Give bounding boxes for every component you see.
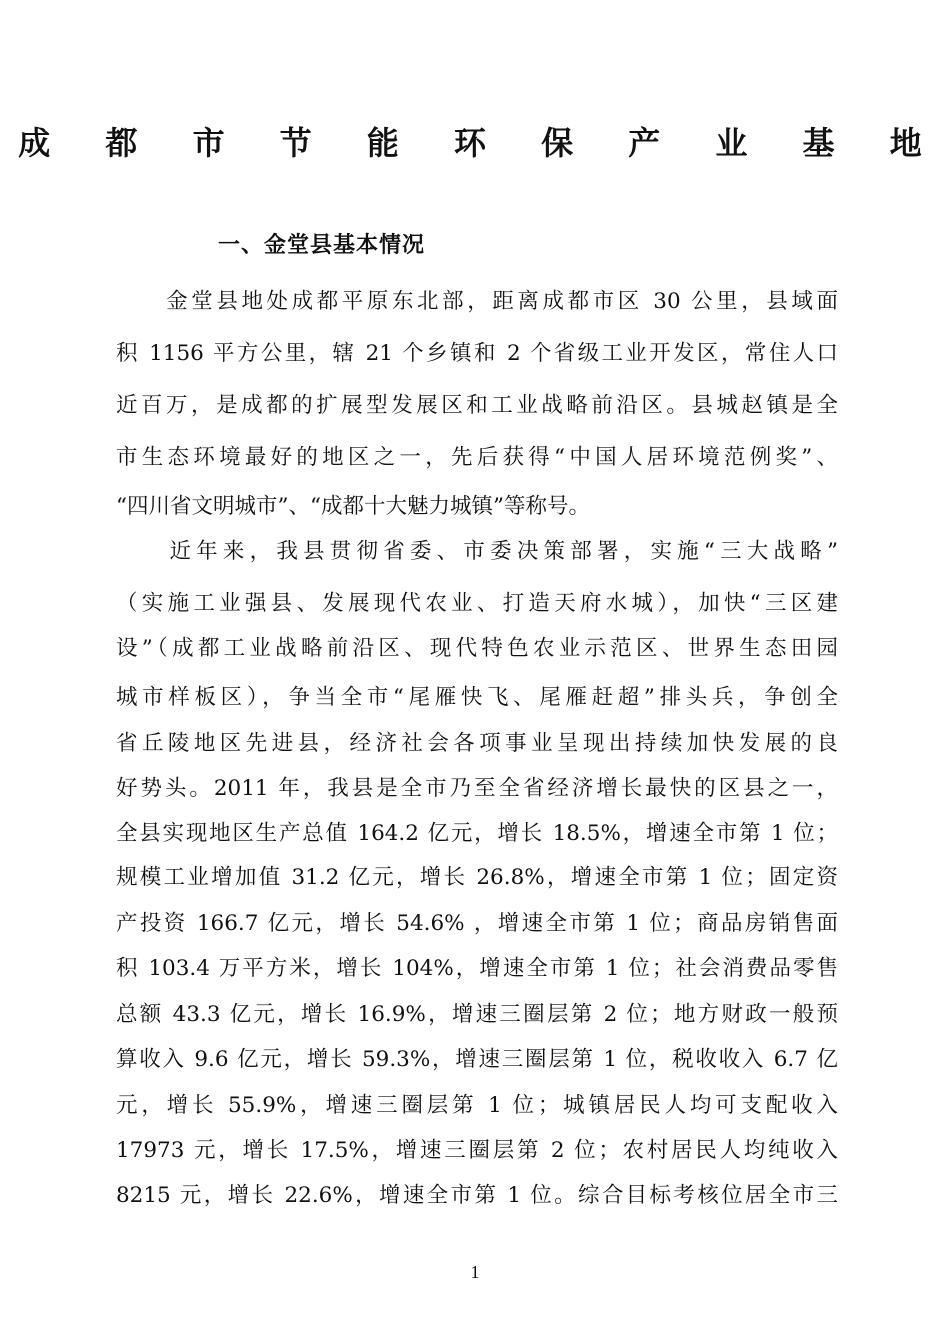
paragraph2-line: 8215 元，增长 22.6%，增速全市第 1 位。综合目标考核位居全市三 <box>116 1183 838 1208</box>
paragraph1-line: 金堂县地处成都平原东北部，距离成都市区 30 公里，县域面 <box>116 289 838 314</box>
paragraph1-line: 积 1156 平方公里，辖 21 个乡镇和 2 个省级工业开发区，常住人口 <box>116 341 838 366</box>
paragraph1-line: 近百万，是成都的扩展型发展区和工业战略前沿区。县城赵镇是全 <box>116 393 838 418</box>
paragraph2-line: （实施工业强县、发展现代农业、打造天府水城），加快“三区建 <box>116 591 838 616</box>
paragraph2-line: 算收入 9.6 亿元，增长 59.3%，增速三圈层第 1 位，税收收入 6.7 亿 <box>116 1047 838 1072</box>
paragraph2-line: 元，增长 55.9%，增速三圈层第 1 位；城镇居民人均可支配收入 <box>116 1093 838 1118</box>
paragraph2-line: 产投资 166.7 亿元，增长 54.6% ，增速全市第 1 位；商品房销售面 <box>116 911 838 936</box>
paragraph1-line: “四川省文明城市”、“成都十大魅力城镇”等称号。 <box>116 494 590 519</box>
paragraph2-line: 全县实现地区生产总值 164.2 亿元，增长 18.5%，增速全市第 1 位； <box>116 821 838 846</box>
document-title: 成 都 市 节 能 环 保 产 业 基 地 <box>18 124 944 162</box>
paragraph2-line: 省丘陵地区先进县，经济社会各项事业呈现出持续加快发展的良 <box>116 731 838 756</box>
paragraph2-line: 17973 元，增长 17.5%，增速三圈层第 2 位；农村居民人均纯收入 <box>116 1138 838 1163</box>
paragraph2-line: 好势头。2011 年，我县是全市乃至全省经济增长最快的区县之一， <box>116 776 838 801</box>
page-number: 1 <box>470 1262 480 1282</box>
paragraph1-line: 市生态环境最好的地区之一，先后获得“中国人居环境范例奖”、 <box>116 445 838 470</box>
paragraph2-line: 总额 43.3 亿元，增长 16.9%，增速三圈层第 2 位；地方财政一般预 <box>116 1002 838 1027</box>
paragraph2-line: 积 103.4 万平方米，增长 104%，增速全市第 1 位；社会消费品零售 <box>116 956 838 981</box>
paragraph2-line: 近年来，我县贯彻省委、市委决策部署，实施“三大战略” <box>116 539 838 564</box>
section-heading: 一、金堂县基本情况 <box>218 233 426 258</box>
paragraph2-line: 城市样板区），争当全市“尾雁快飞、尾雁赶超”排头兵，争创全 <box>116 685 838 710</box>
paragraph2-line: 规模工业增加值 31.2 亿元，增长 26.8%，增速全市第 1 位；固定资 <box>116 865 838 890</box>
paragraph2-line: 设”（成都工业战略前沿区、现代特色农业示范区、世界生态田园 <box>116 636 838 661</box>
